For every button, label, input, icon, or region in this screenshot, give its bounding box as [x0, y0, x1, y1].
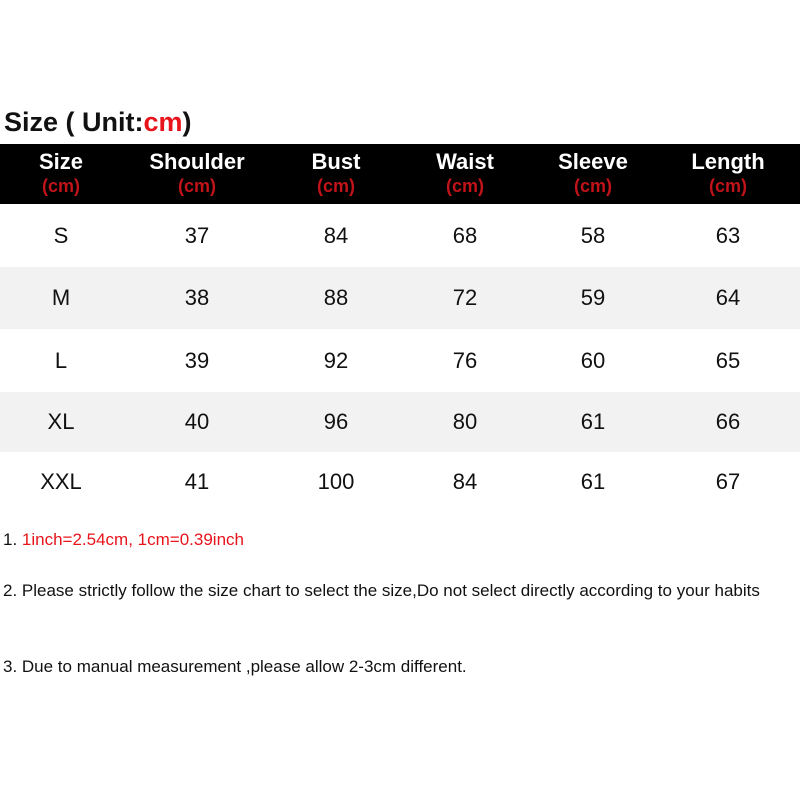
table-row: [0, 204, 800, 267]
cell-size: XXL: [40, 469, 82, 494]
note-1-prefix: 1.: [3, 530, 22, 549]
cell-sleeve: 60: [580, 347, 606, 373]
table-header: [0, 144, 800, 204]
cell-shoulder: 38: [184, 285, 210, 310]
header-unit: (cm): [316, 176, 355, 196]
cell-shoulder: 40: [184, 409, 210, 434]
cell-bust: 84: [323, 222, 349, 248]
title-prefix: Size ( Unit:: [4, 107, 144, 137]
header-length: [656, 144, 800, 204]
header-shoulder: [122, 144, 272, 204]
header-label: Shoulder: [149, 149, 245, 174]
cell-sleeve: 61: [580, 469, 606, 494]
cell-bust: 88: [323, 285, 349, 310]
note-1: [3, 528, 797, 552]
header-sleeve: [530, 144, 656, 204]
header-label: Sleeve: [558, 149, 628, 174]
cell-waist: 72: [452, 285, 478, 310]
header-unit: (cm): [177, 176, 216, 196]
cell-shoulder: 41: [184, 469, 210, 494]
page-title: [4, 104, 192, 140]
cell-length: 66: [715, 409, 741, 434]
table-row: [0, 267, 800, 329]
cell-size: L: [54, 347, 68, 373]
title-suffix: ): [182, 107, 192, 137]
cell-waist: 80: [452, 409, 478, 434]
header-unit: (cm): [445, 176, 484, 196]
header-unit: (cm): [573, 176, 612, 196]
cell-sleeve: 59: [580, 285, 606, 310]
table-row: [0, 392, 800, 452]
table-row: [0, 452, 800, 512]
note-1-conversion: 1inch=2.54cm, 1cm=0.39inch: [21, 530, 244, 549]
cell-size: M: [51, 285, 71, 310]
header-label: Waist: [436, 149, 494, 174]
header-label: Size: [38, 149, 84, 174]
title-unit: cm: [143, 107, 183, 137]
cell-length: 64: [715, 285, 741, 310]
cell-waist: 68: [452, 222, 478, 248]
cell-size: S: [53, 222, 69, 248]
cell-sleeve: 61: [580, 409, 606, 434]
cell-shoulder: 39: [184, 347, 210, 373]
header-unit: (cm): [708, 176, 747, 196]
cell-sleeve: 58: [580, 222, 606, 248]
cell-length: 63: [715, 222, 741, 248]
cell-bust: 96: [323, 409, 349, 434]
note-2: 2. Please strictly follow the size chart to select the size,Do not select directly according to your habits: [3, 581, 760, 600]
cell-bust: 100: [317, 469, 355, 494]
header-label: Length: [691, 149, 765, 174]
header-waist: [400, 144, 530, 204]
header-label: Bust: [311, 149, 361, 174]
cell-waist: 84: [452, 469, 478, 494]
size-chart-table: [0, 144, 800, 512]
cell-shoulder: 37: [184, 222, 210, 248]
table-row: [0, 329, 800, 392]
cell-waist: 76: [452, 347, 478, 373]
header-bust: [272, 144, 400, 204]
cell-size: XL: [47, 409, 75, 434]
cell-length: 67: [715, 469, 741, 494]
header-unit: (cm): [41, 176, 80, 196]
cell-length: 65: [715, 347, 741, 373]
note-3: 3. Due to manual measurement ,please allow 2-3cm different.: [3, 657, 467, 676]
header-size: [0, 144, 122, 204]
cell-bust: 92: [323, 347, 349, 373]
